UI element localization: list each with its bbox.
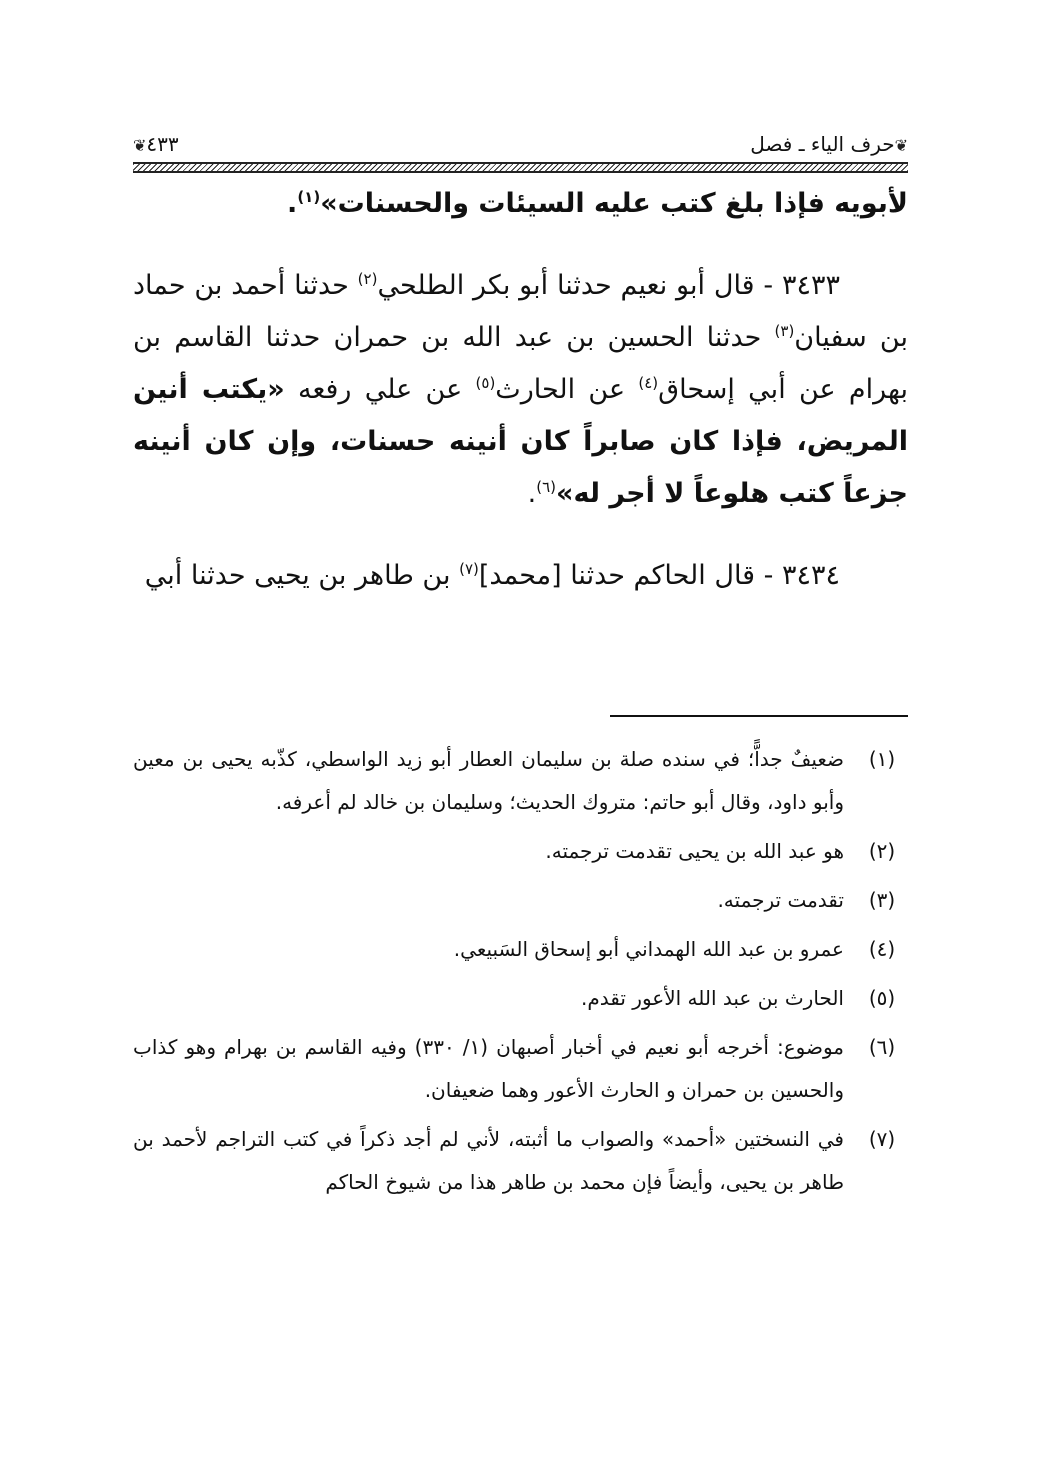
paragraph-text: عن علي رفعه [284,374,476,405]
paragraph-text: حدثنا أحمد بن حماد بن سفيان [133,270,909,353]
footnote-ref[interactable]: (٤) [638,374,659,392]
running-title-text: حرف الياء ـ فصل [750,132,895,156]
footnote-3 [133,879,908,922]
footnote-ref[interactable]: (٥) [475,374,496,392]
footnote-ref[interactable]: (٧) [459,560,479,578]
running-title [750,132,908,156]
footnote-text: تقدمت ترجمته. [717,888,844,912]
footnote-number: (٧) [868,1127,896,1151]
hadith-3433 [133,260,908,520]
ornament-icon: ❦ [133,136,147,155]
footnote-2 [133,830,908,873]
footnote-1 [133,738,908,824]
footnote-number: (٢) [868,839,896,863]
footnote-ref[interactable]: (١) [297,188,321,206]
footnote-ref[interactable]: (٦) [536,478,557,496]
footnote-number: (٦) [868,1035,896,1059]
paragraph-text: حدثنا الحسين بن عبد الله بن حمران حدثنا القاسم بن بهرام عن أبي إسحاق [133,322,908,405]
footnote-text: عمرو بن عبد الله الهمداني أبو إسحاق السَبيعي. [453,937,844,961]
footnote-7 [133,1118,908,1204]
footnote-number: (٣) [868,888,896,912]
main-text [133,178,908,602]
footnote-text: هو عبد الله بن يحيى تقدمت ترجمته. [545,839,844,863]
page-number [133,132,179,156]
paragraph-text: ٣٤٣٣ - قال أبو نعيم حدثنا أبو بكر الطلحي [377,270,840,301]
footnote-number: (١) [868,747,896,771]
footnote-4 [133,928,908,971]
footnote-number: (٤) [868,937,896,961]
paragraph-text: عن الحارث [495,374,639,405]
footnote-5 [133,977,908,1020]
paragraph-punct: . [527,478,537,509]
paragraph-punct: . [287,188,298,219]
footnotes [133,738,908,1210]
paragraph-text: ٣٤٣٤ - قال الحاكم حدثنا [محمد] [478,560,840,591]
header-rule [133,162,908,173]
hadith-3434 [133,550,908,602]
paragraph-text: بن طاهر بن يحيى حدثنا أبي [144,560,460,591]
footnote-text: موضوع: أخرجه أبو نعيم في أخبار أصبهان (١/ ٣٣٠) وفيه القاسم بن بهرام وهو كذاب والحسين بن حمران و الحارث الأعور وهما ضعيفان. [133,1035,844,1102]
footnote-ref[interactable]: (٣) [774,322,795,340]
footnote-text: الحارث بن عبد الله الأعور تقدم. [581,986,844,1010]
ornament-icon: ❦ [894,136,908,155]
footnote-text: في النسختين «أحمد» والصواب ما أثبته، لأني لم أجد ذكراً في كتب التراجم لأحمد بن طاهر بن يحيى، وأيضاً فإن محمد بن طاهر هذا من شيوخ الحاكم [133,1127,844,1194]
page-header [133,126,908,172]
footnote-text: ضعيفٌ جداًّ؛ في سنده صلة بن سليمان العطار أبو زيد الواسطي، كذّبه يحيى بن معين وأبو داود، وقال أبو حاتم: متروك الحديث؛ وسليمان بن خالد لم أعرفه. [133,747,844,814]
paragraph-text: لأبويه فإذا بلغ كتب عليه السيئات والحسنات» [320,188,908,219]
footnote-number: (٥) [868,986,896,1010]
footnote-separator [610,715,908,717]
footnote-6 [133,1026,908,1112]
hadith-matn: «يكتب أنين المريض، فإذا كان صابراً كان أنينه حسنات، وإن كان أنينه جزعاً كتب هلوعاً لا أجر له» [133,374,908,509]
page-number-text: ٤٣٣ [146,132,179,156]
paragraph-continuation [133,178,908,230]
footnote-ref[interactable]: (٢) [357,270,378,288]
